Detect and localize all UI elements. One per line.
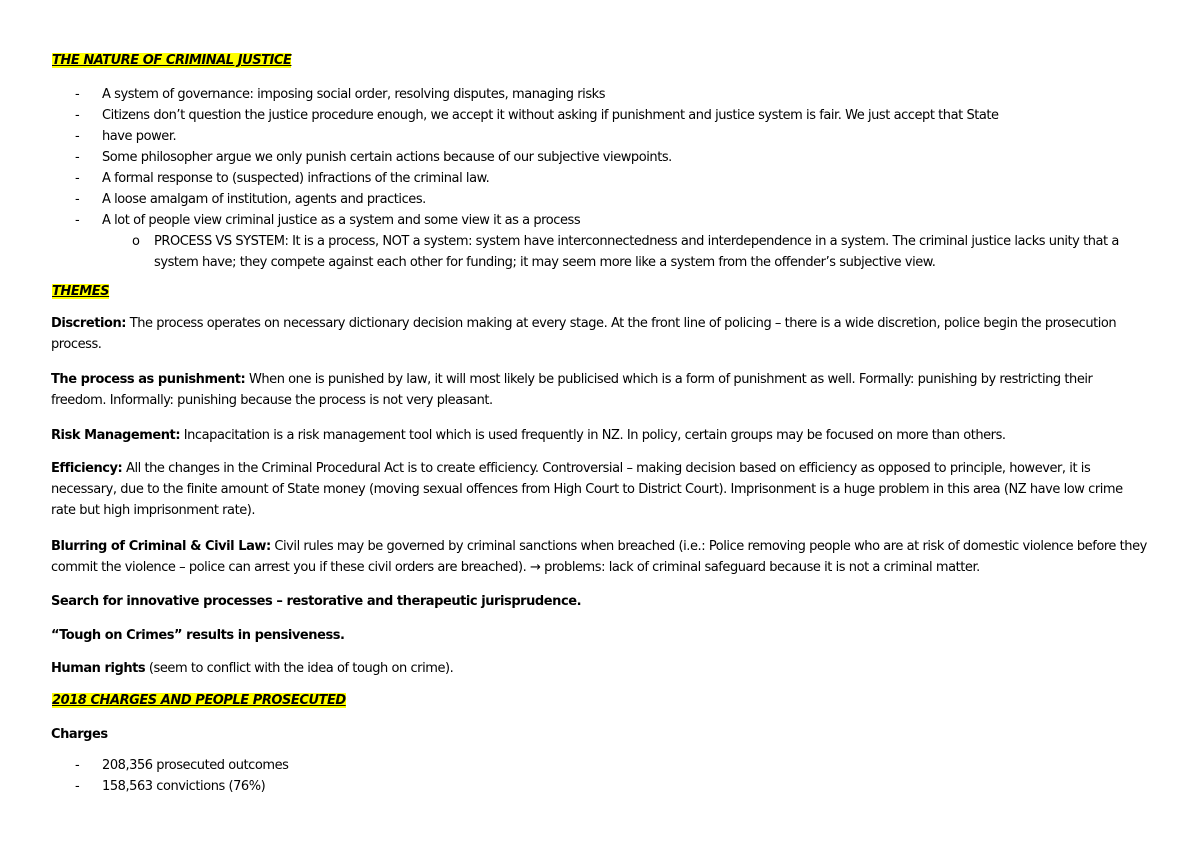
nature-bullet-list xyxy=(51,84,1149,273)
list-item xyxy=(51,168,1149,189)
heading-nature-of-criminal-justice xyxy=(51,53,292,69)
dash-bullet-icon: - xyxy=(75,108,80,123)
sub-list-item-process-vs-system xyxy=(51,231,1149,273)
term-label: Blurring of Criminal & Civil Law: xyxy=(51,539,271,554)
circle-bullet-icon: o xyxy=(132,234,140,249)
list-item-text: Citizens don’t question the justice procedure enough, we accept it without asking if punishment and justice system is fair. We just accept that State xyxy=(102,108,999,123)
term-label: Human rights xyxy=(51,661,146,676)
term-label: The process as punishment: xyxy=(51,372,246,387)
term-label: Risk Management: xyxy=(51,428,181,443)
paragraph-text: All the changes in the Criminal Procedural Act is to create efficiency. Controversial – making decision based on efficiency as opposed to principle, however, it is necessary, due to the finite amount of State money (moving sexual offences from High Court to District Court). Imprisonment is a huge problem in this area (NZ have low crime rate but high imprisonment rate). xyxy=(51,461,1123,518)
list-item xyxy=(51,147,1149,168)
heading-highlight: THEMES xyxy=(52,284,110,299)
list-item xyxy=(51,755,1149,776)
dash-bullet-icon: - xyxy=(75,779,80,794)
paragraph-risk-management xyxy=(51,425,1149,446)
heading-themes xyxy=(51,284,110,300)
paragraph-text: The process operates on necessary dictionary decision making at every stage. At the front line of policing – there is a wide discretion, police begin the prosecution process. xyxy=(51,316,1117,352)
list-item xyxy=(51,776,1149,797)
paragraph-innovative-processes: Search for innovative processes – restorative and therapeutic jurisprudence. xyxy=(51,594,582,609)
subheading-charges: Charges xyxy=(51,727,108,742)
paragraph-text: problems: lack of criminal safeguard because it is not a criminal matter. xyxy=(540,560,980,575)
charges-bullet-list xyxy=(51,755,1149,797)
dash-bullet-icon: - xyxy=(75,87,80,102)
paragraph-blurring-criminal-civil xyxy=(51,536,1149,578)
list-item-text: A lot of people view criminal justice as a system and some view it as a process xyxy=(102,213,581,228)
paragraph-efficiency xyxy=(51,458,1149,521)
paragraph-discretion xyxy=(51,313,1149,355)
dash-bullet-icon: - xyxy=(75,213,80,228)
sub-list-item-text: PROCESS VS SYSTEM: It is a process, NOT a system: system have interconnectedness and interdependence in a system. The criminal justice lacks unity that a system have; they compete against each other for funding; it may seem more like a system from the offender’s subjective view. xyxy=(154,234,1119,270)
paragraph-tough-on-crimes: “Tough on Crimes” results in pensiveness. xyxy=(51,628,345,643)
list-item xyxy=(51,126,1149,147)
term-label: Efficiency: xyxy=(51,461,123,476)
right-arrow-icon: → xyxy=(530,560,541,575)
paragraph-text: Civil rules may be governed by criminal sanctions when breached (i.e.: Police removing people who are at risk of domestic violence before they commit the violence – police can arrest you if these civil orders are breached). xyxy=(51,539,1147,575)
list-item-text: 158,563 convictions (76%) xyxy=(102,779,266,794)
heading-highlight: 2018 CHARGES AND PEOPLE PROSECUTED xyxy=(52,693,346,708)
list-item-text: Some philosopher argue we only punish certain actions because of our subjective viewpoints. xyxy=(102,150,672,165)
list-item xyxy=(51,105,1149,126)
list-item xyxy=(51,84,1149,105)
term-label: Discretion: xyxy=(51,316,127,331)
paragraph-text: (seem to conflict with the idea of tough on crime). xyxy=(145,661,454,676)
list-item xyxy=(51,189,1149,210)
heading-highlight: THE NATURE OF CRIMINAL JUSTICE xyxy=(52,53,292,68)
list-item-text: A formal response to (suspected) infractions of the criminal law. xyxy=(102,171,490,186)
list-item xyxy=(51,210,1149,231)
dash-bullet-icon: - xyxy=(75,150,80,165)
dash-bullet-icon: - xyxy=(75,171,80,186)
dash-bullet-icon: - xyxy=(75,192,80,207)
paragraph-process-as-punishment xyxy=(51,369,1149,411)
paragraph-human-rights xyxy=(51,658,1149,679)
list-item-text: have power. xyxy=(102,129,177,144)
list-item-text: 208,356 prosecuted outcomes xyxy=(102,758,289,773)
paragraph-text: When one is punished by law, it will most likely be publicised which is a form of punishment as well. Formally: punishing by restricting their freedom. Informally: punishing because the process is not very pleasant. xyxy=(51,372,1093,408)
heading-2018-charges xyxy=(51,693,347,709)
dash-bullet-icon: - xyxy=(75,758,80,773)
list-item-text: A system of governance: imposing social order, resolving disputes, managing risks xyxy=(102,87,606,102)
list-item-text: A loose amalgam of institution, agents and practices. xyxy=(102,192,426,207)
paragraph-text: Incapacitation is a risk management tool which is used frequently in NZ. In policy, certain groups may be focused on more than others. xyxy=(180,428,1006,443)
dash-bullet-icon: - xyxy=(75,129,80,144)
